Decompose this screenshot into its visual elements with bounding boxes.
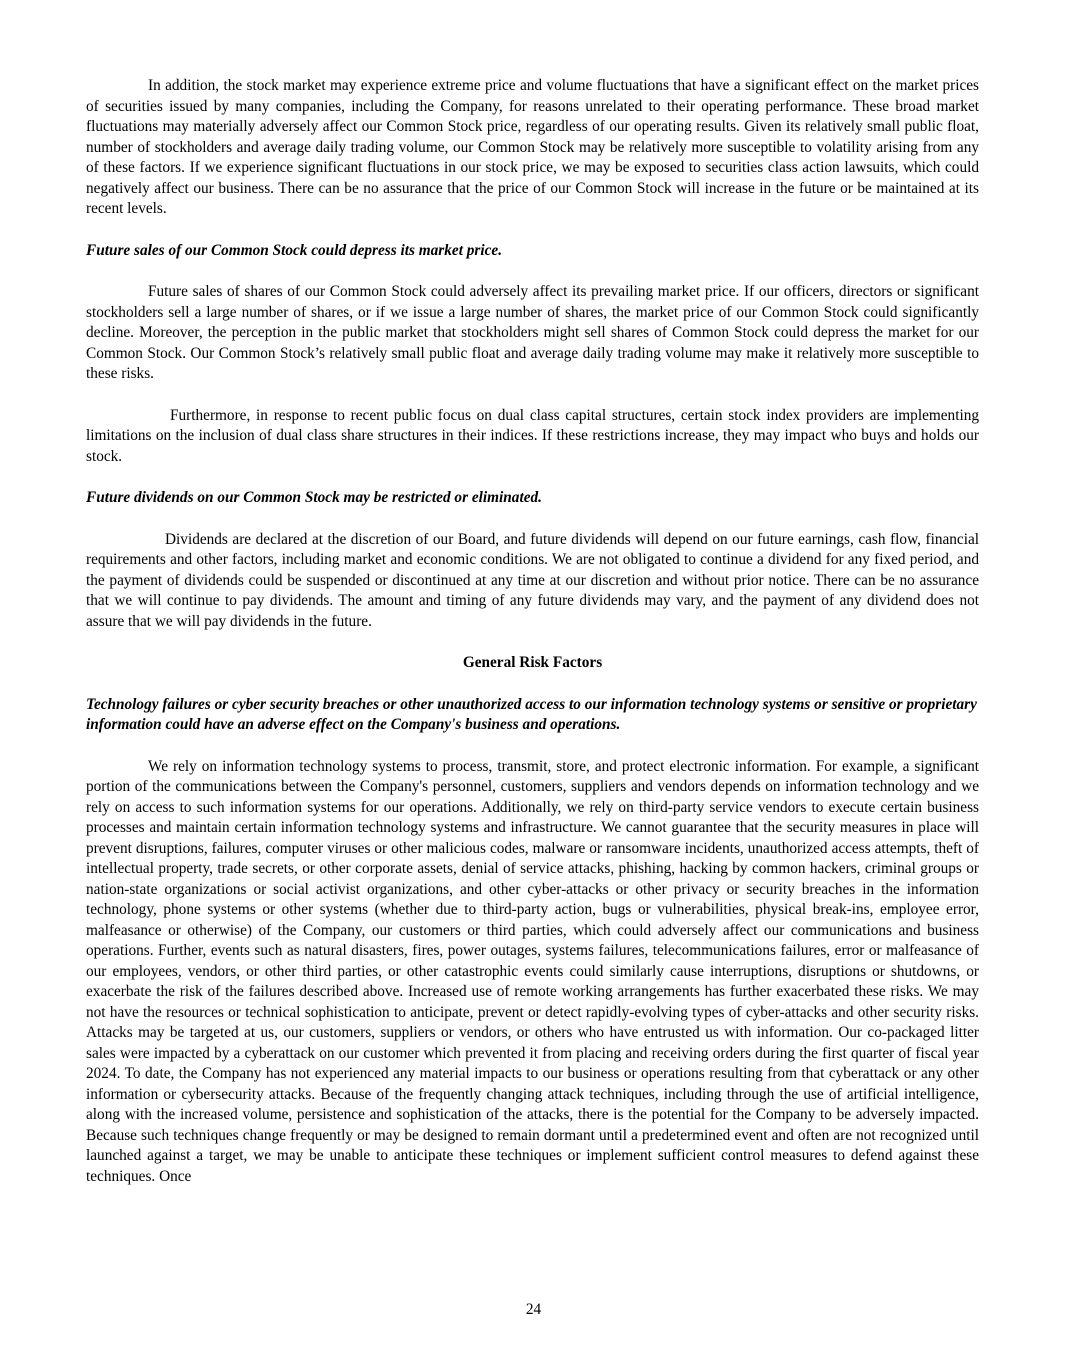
heading-technology-failures: Technology failures or cyber security breaches or other unauthorized access to our information technology systems or sensitive or proprietary information could have an adverse effect on the Company's business and operations. — [86, 695, 977, 733]
heading-future-dividends: Future dividends on our Common Stock may be restricted or eliminated. — [86, 489, 542, 506]
section-title-general-risk-factors: General Risk Factors — [462, 654, 603, 671]
page-number: 24 — [525, 1301, 542, 1318]
paragraph-dual-class: Furthermore, in response to recent public focus on dual class capital structures, certain stock index providers are implementing limitations on the inclusion of dual class share structures in their indices. If these restrictions increase, they may impact who buys and holds our stock. — [86, 406, 979, 465]
paragraph-dividends: Dividends are declared at the discretion of our Board, and future dividends will depend on our future earnings, cash flow, financial requirements and other factors, including market and economic conditions. We are not obligated to continue a dividend for any fixed period, and the payment of dividends could be suspended or discontinued at any time at our discretion and without prior notice. There can be no assurance that we will continue to pay dividends. The amount and timing of any future dividends may vary, and the payment of any dividend does not assure that we will pay dividends in the future. — [86, 530, 979, 630]
paragraph-technology-systems: We rely on information technology systems to process, transmit, store, and protect electronic information. For example, a significant portion of the communications between the Company's personnel, customers, suppliers and vendors depends on information technology and we rely on access to such information systems for our operations. Additionally, we rely on third-party service vendors to execute certain business processes and maintain certain information technology systems and infrastructure. We cannot guarantee that the security measures in place will prevent disruptions, failures, computer viruses or other malicious codes, malware or ransomware incidents, unauthorized access attempts, theft of intellectual property, trade secrets, or other corporate assets, denial of service attacks, phishing, hacking by common hackers, criminal groups or nation-state organizations or social activist organizations, and other cyber-attacks or other privacy or security breaches in the information technology, phone systems or other systems (whether due to third-party action, bugs or vulnerabilities, physical break-ins, employee error, malfeasance or otherwise) of the Company, our customers or third parties, which could adversely affect our communications and business operations. Further, events such as natural disasters, fires, power outages, systems failures, telecommunications failures, error or malfeasance of our employees, vendors, or other third parties, or other catastrophic events could similarly cause interruptions, disruptions or shutdowns, or exacerbate the risk of the failures described above. Increased use of remote working arrangements has further exacerbated these risks. We may not have the resources or technical sophistication to anticipate, prevent or detect rapidly-evolving types of cyber-attacks and other security risks. Attacks may be targeted at us, our customers, suppliers or vendors, or others who have entrusted us with information. Our co-packaged litter sales were impacted by a cyberattack on our customer which prevented it from placing and receiving orders during the first quarter of fiscal year 2024. To date, the Company has not experienced any material impacts to our business or operations resulting from that cyberattack or any other information or cybersecurity attacks. Because of the frequently changing attack techniques, including through the use of artificial intelligence, along with the increased volume, persistence and sophistication of the attacks, there is the potential for the Company to be adversely impacted. Because such techniques change frequently or may be designed to remain dormant until a predetermined event and often are not recognized until launched against a target, we may be unable to anticipate these techniques or implement sufficient control measures to defend against these techniques. Once — [86, 757, 979, 1185]
heading-future-sales: Future sales of our Common Stock could depress its market price. — [86, 241, 503, 259]
paragraph-stock-volatility: In addition, the stock market may experience extreme price and volume fluctuations that have a significant effect on the market prices of securities issued by many companies, including the Company, for reasons unrelated to their operating performance. These broad market fluctuations may materially adversely affect our Common Stock price, regardless of our operating results. Given its relatively small public float, number of stockholders and average daily trading volume, our Common Stock may be relatively more susceptible to volatility arising from any of these factors. If we experience significant fluctuations in our stock price, we may be exposed to securities class action lawsuits, which could negatively affect our business. There can be no assurance that the price of our Common Stock will increase in the future or be maintained at its recent levels. — [86, 77, 979, 217]
paragraph-future-sales: Future sales of shares of our Common Stock could adversely affect its prevailing market price. If our officers, directors or significant stockholders sell a large number of shares, or if we issue a large number of shares, the market price of our Common Stock could significantly decline. Moreover, the perception in the public market that stockholders might sell shares of Common Stock could depress the market for our Common Stock. Our Common Stock’s relatively small public float and average daily trading volume may make it relatively more susceptible to these risks. — [86, 283, 979, 382]
page-body — [86, 76, 979, 1187]
